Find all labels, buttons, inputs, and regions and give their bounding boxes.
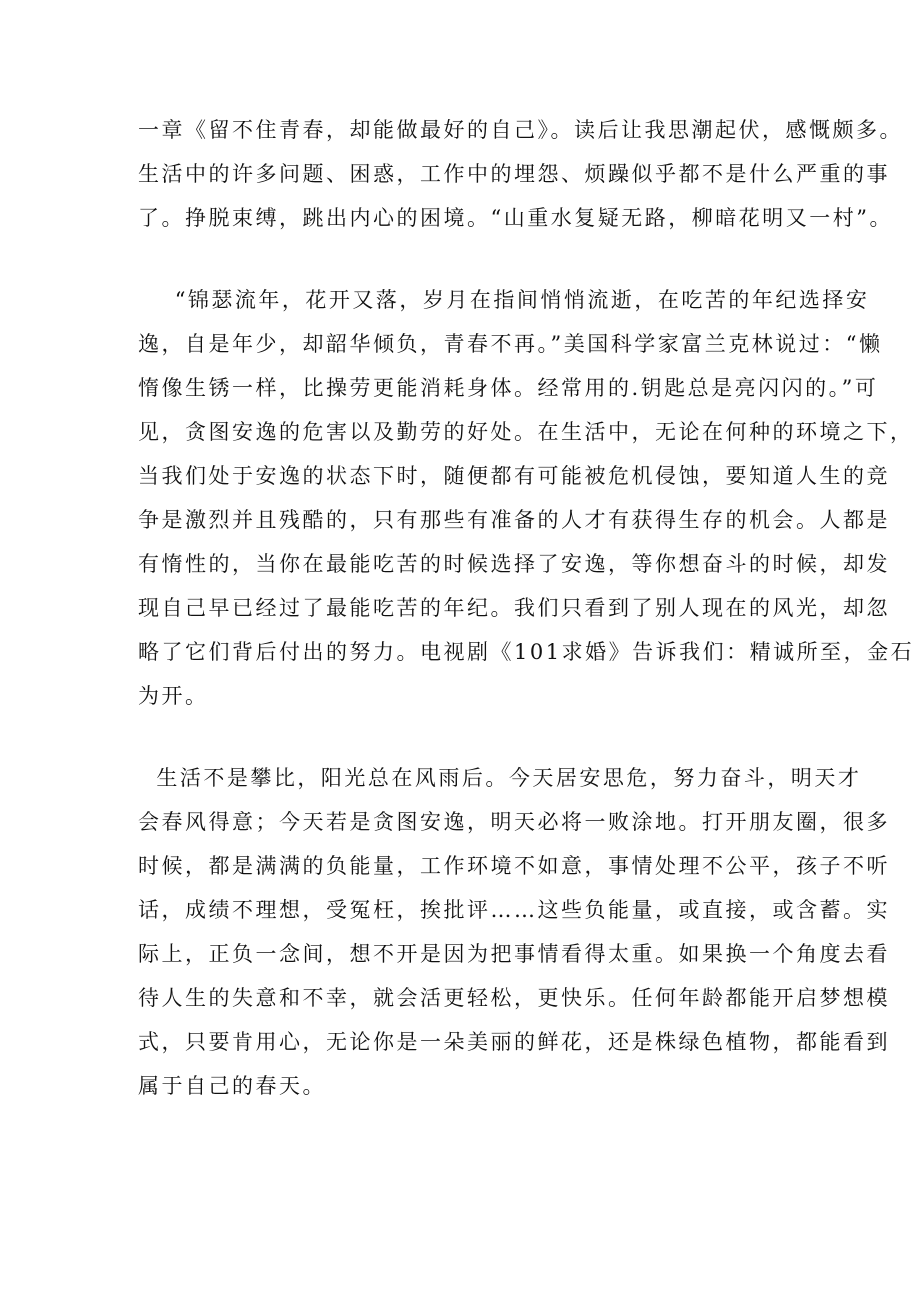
text-line: 有惰性的，当你在最能吃苦的时候选择了安逸，等你想奋斗的时候，却发 [138, 552, 890, 576]
paragraph-2 [138, 278, 915, 718]
paragraph-1 [138, 108, 903, 240]
text-line: 待人生的失意和不幸，就会活更轻松，更快乐。任何年龄都能开启梦想模 [138, 986, 890, 1010]
paragraph-spacer [138, 240, 798, 278]
text-line: 当我们处于安逸的状态下时，随便都有可能被危机侵蚀，要知道人生的竞 [138, 464, 890, 488]
text-line: 一章《留不住青春，却能做最好的自己》。读后让我思潮起伏，感慨颇多。 [138, 118, 903, 142]
text-line: 为开。 [138, 684, 209, 708]
paragraph-spacer [138, 718, 798, 756]
text-line: 时候，都是满满的负能量，工作环境不如意，事情处理不公平，孩子不听 [138, 854, 890, 878]
text-line: “锦瑟流年，花开又落，岁月在指间悄悄流逝，在吃苦的年纪选择安 [138, 288, 870, 312]
text-line: 惰像生锈一样，比操劳更能消耗身体。经常用的.钥匙总是亮闪闪的。”可 [138, 376, 879, 400]
document-body [138, 108, 915, 1108]
text-line: 话，成绩不理想，受冤枉，挨批评……这些负能量，或直接，或含蓄。实 [138, 898, 890, 922]
text-line: 式，只要肯用心，无论你是一朵美丽的鲜花，还是株绿色植物，都能看到 [138, 1030, 890, 1054]
text-line: 争是激烈并且残酷的，只有那些有准备的人才有获得生存的机会。人都是 [138, 508, 890, 532]
text-line: 会春风得意；今天若是贪图安逸，明天必将一败涂地。打开朋友圈，很多 [138, 810, 890, 834]
text-line: 生活不是攀比，阳光总在风雨后。今天居安思危，努力奋斗，明天才 [138, 766, 862, 790]
text-line: 逸，自是年少，却韶华倾负，青春不再。”美国科学家富兰克林说过：“懒 [138, 332, 883, 356]
text-line: 现自己早已经过了最能吃苦的年纪。我们只看到了别人现在的风光，却忽 [138, 596, 890, 620]
text-line: 生活中的许多问题、困惑，工作中的埋怨、烦躁似乎都不是什么严重的事 [138, 162, 890, 186]
text-line: 见，贪图安逸的危害以及勤劳的好处。在生活中，无论在何种的环境之下， [138, 420, 914, 444]
text-line: 了。挣脱束缚，跳出内心的困境。“山重水复疑无路，柳暗花明又一村”。 [138, 206, 893, 230]
text-line: 略了它们背后付出的努力。电视剧《101求婚》告诉我们：精诚所至，金石 [138, 640, 915, 664]
text-line: 属于自己的春天。 [138, 1074, 326, 1098]
paragraph-3 [138, 756, 890, 1108]
text-line: 际上，正负一念间，想不开是因为把事情看得太重。如果换一个角度去看 [138, 942, 890, 966]
